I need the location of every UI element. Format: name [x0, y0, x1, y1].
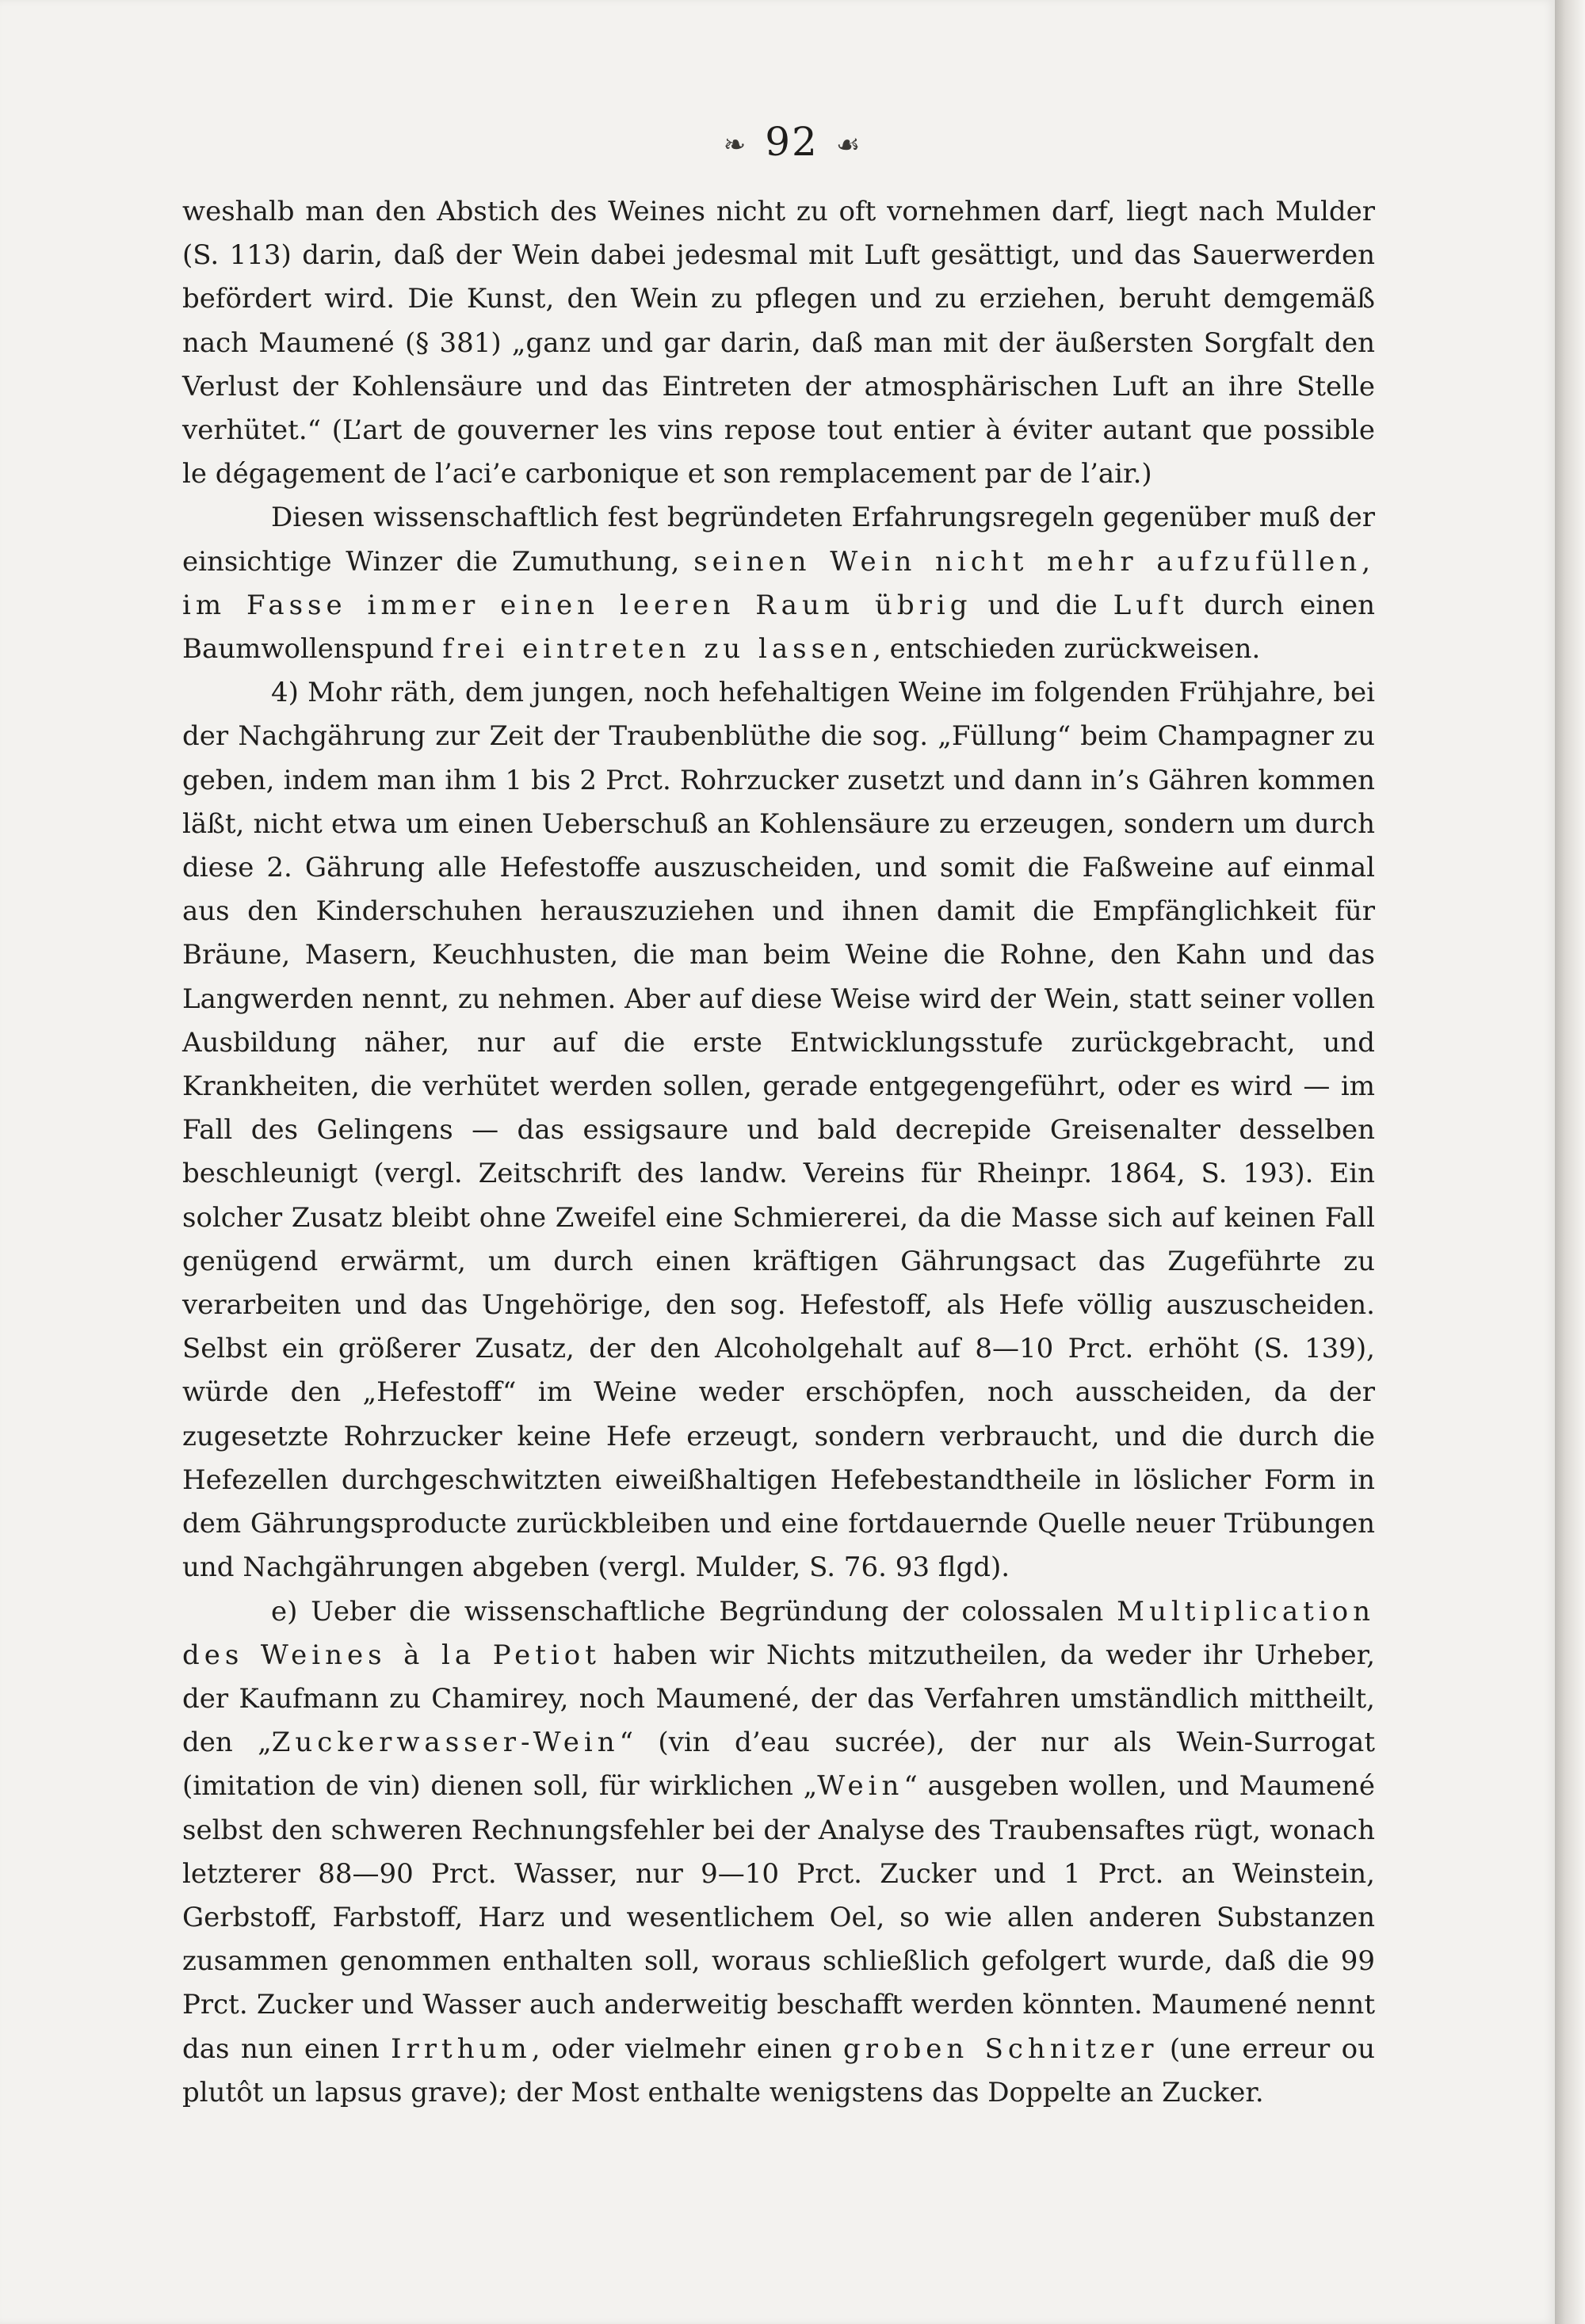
spaced-run: Zuckerwasser-Wein — [271, 1727, 620, 1759]
text-run: Diesen wissenschaftlich fest begründeten Erfahrungsregeln gegenüber muß der einsichtige Winzer die Zumuthung, — [182, 502, 1375, 578]
page-number: 92 — [765, 119, 819, 165]
spaced-run: frei eintreten zu lassen — [442, 633, 873, 666]
text-run: “ (vin d’eau sucrée), der nur als Wein-Surrogat (imitation de vin) dienen soll, für wirklichen „ — [182, 1727, 1375, 1803]
paragraph-zumuthung — [182, 496, 1375, 671]
text-run: haben wir Nichts mitzutheilen, da weder ihr Urheber, der Kaufmann zu Chamirey, noch Maumené, der das Verfahren umständlich mittheilt, den „ — [182, 1639, 1375, 1759]
text-run: “ ausgeben wollen, und Maumené selbst den schweren Rechnungsfehler bei der Analyse des Traubensaftes rügt, wonach letzterer 88—90 Prct. Wasser, nur 9—10 Prct. Zucker und 1 Prct. an Weinstein, Gerbstoff, Farbstoff, Harz und wesentlichem Oel, so wie allen anderen Substanzen zusammen genommen enthalten soll, woraus schließlich gefolgert wurde, daß die 99 Prct. Zucker und Wasser auch anderweitig beschafft werden könnten. Maumené nennt das nun einen — [182, 1770, 1375, 2065]
body-text — [182, 190, 1375, 2115]
text-run: durch einen Baumwollenspund — [182, 589, 1375, 666]
spaced-run: Luft — [1113, 589, 1189, 621]
text-run: e) Ueber die wissenschaftliche Begründung der colossalen — [271, 1595, 1117, 1628]
paragraph-petiot — [182, 1590, 1375, 2115]
page-edge-shadow — [1555, 0, 1585, 2324]
ornament-left-icon: ❧ — [723, 129, 748, 161]
spaced-run: Multiplication des Weines à la Petiot — [182, 1595, 1375, 1671]
text-run: und die — [972, 589, 1113, 621]
paragraph-continuation: weshalb man den Abstich des Weines nicht zu oft vornehmen darf, liegt nach Mulder (S. 113) darin, daß der Wein dabei jedesmal mit Luft gesättigt, und das Sauerwerden befördert wird. Die Kunst, den Wein zu pflegen und zu erziehen, beruht demgemäß nach Maumené (§ 381) „ganz und gar darin, daß man mit der äußersten Sorgfalt den Verlust der Kohlensäure und das Eintreten der atmosphärischen Luft an ihre Stelle verhütet.“ (L’art de gouverner les vins repose tout entier à éviter autant que possible le dégagement de l’aci’e carbonique et son remplacement par de l’air.) — [182, 196, 1375, 490]
paragraph-mohr: 4) Mohr räth, dem jungen, noch hefehaltigen Weine im folgenden Frühjahre, bei der Nachgährung zur Zeit der Traubenblüthe die sog. „Füllung“ beim Champagner zu geben, indem man ihm 1 bis 2 Prct. Rohrzucker zusetzt und dann in’s Gähren kommen läßt, nicht etwa um einen Ueberschuß an Kohlensäure zu erzeugen, sondern um durch diese 2. Gährung alle Hefestoffe auszuscheiden, und somit die Faßweine auf einmal aus den Kinderschuhen herauszuziehen und ihnen damit die Empfänglichkeit für Bräune, Masern, Keuchhusten, die man beim Weine die Rohne, den Kahn und das Langwerden nennt, zu nehmen. Aber auf diese Weise wird der Wein, statt seiner vollen Ausbildung näher, nur auf die erste Entwicklungsstufe zurückgebracht, und Krankheiten, die verhütet werden sollen, gerade entgegengeführt, oder es wird — im Fall des Gelingens — das essigsaure und bald decrepide Greisenalter desselben beschleunigt (vergl. Zeitschrift des landw. Vereins für Rheinpr. 1864, S. 193). Ein solcher Zusatz bleibt ohne Zweifel eine Schmiererei, da die Masse sich auf keinen Fall genügend erwärmt, um durch einen kräftigen Gährungsact das Zugeführte zu verarbeiten und das Ungehörige, den sog. Hefestoff, als Hefe völlig auszuscheiden. Selbst ein größerer Zusatz, der den Alcoholgehalt auf 8—10 Prct. erhöht (S. 139), würde den „Hefestoff“ im Weine weder erschöpfen, noch ausscheiden, da der zugesetzte Rohrzucker keine Hefe erzeugt, sondern verbraucht, und die durch die Hefezellen durchgeschwitzten eiweißhaltigen Hefebestandtheile in löslicher Form in dem Gährungsproducte zurückbleiben und eine fortdauernde Quelle neuer Trübungen und Nachgährungen abgeben (vergl. Mulder, S. 76. 93 flgd). — [182, 677, 1375, 1584]
spaced-run: Wein — [817, 1770, 904, 1803]
ornament-right-icon: ☙ — [835, 129, 862, 161]
page-header — [0, 119, 1585, 165]
text-run: , oder vielmehr einen — [531, 2032, 843, 2065]
text-run: , entschieden zurückweisen. — [873, 633, 1261, 666]
spaced-run: groben Schnitzer — [842, 2032, 1159, 2065]
text-run: (une erreur ou plutôt un lapsus grave); der Most enthalte wenigstens das Doppelte an Zucker. — [182, 2032, 1375, 2108]
spaced-run: seinen Wein nicht mehr aufzufüllen, im Fasse immer einen leeren Raum übrig — [182, 545, 1375, 621]
spaced-run: Irrthum — [391, 2032, 532, 2065]
